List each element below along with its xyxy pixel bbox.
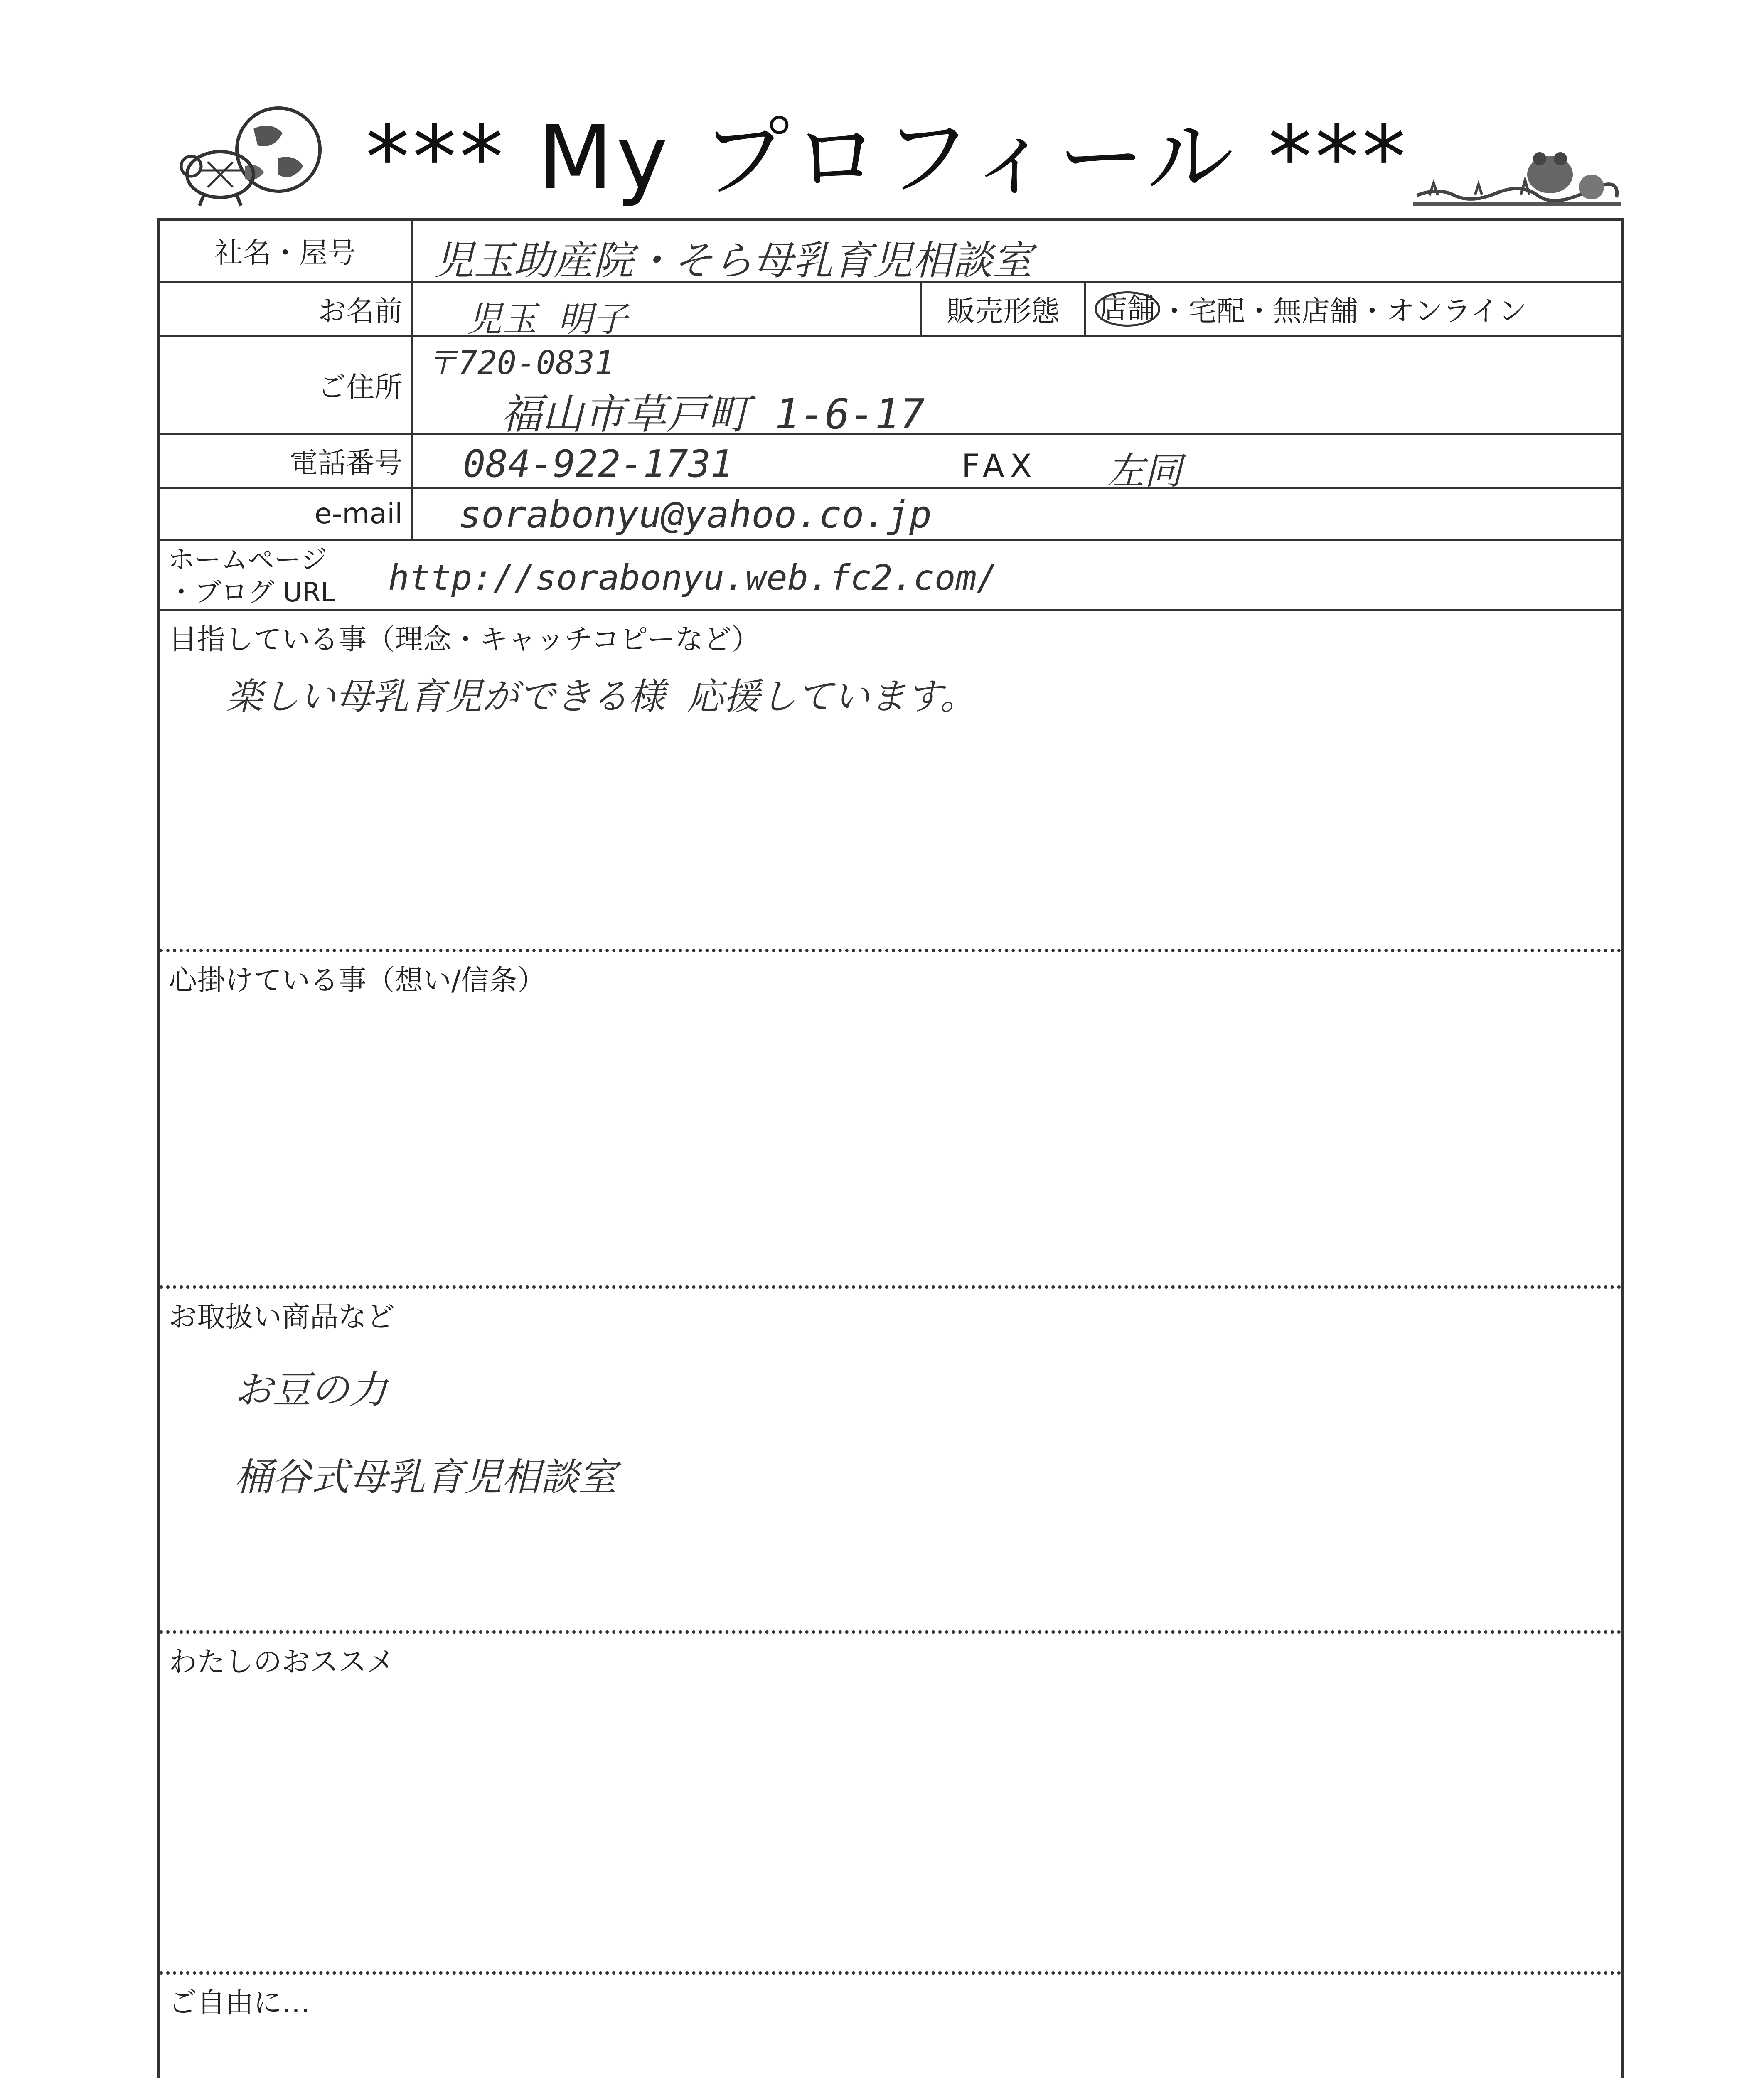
name-row [160,283,1621,340]
products-title: お取扱い商品など [169,1301,395,1334]
email-row [160,489,1621,541]
sales-type-options[interactable] [1095,283,1527,335]
homepage-row [160,541,1621,611]
mission-text[interactable]: 楽しい母乳育児ができる様 応援しています。 [226,675,977,718]
homepage-url[interactable]: http://sorabonyu.web.fc2.com/ [388,557,998,598]
name-value[interactable]: 児玉 明子 [467,299,628,340]
sales-type-label: 販売形態 [920,283,1086,335]
fax-value[interactable]: 左同 [1107,449,1182,493]
free-title: ご自由に… [169,1987,310,2019]
email-value[interactable]: sorabonyu@yahoo.co.jp [459,493,932,537]
recommend-section [160,1634,1621,1975]
belief-section [160,952,1621,1289]
address-value[interactable]: 福山市草戸町 1-6-17 [500,390,925,438]
fax-label: FAX [962,447,1038,484]
name-label: お名前 [160,283,413,335]
recommend-title: わたしのおススメ [169,1646,395,1679]
homepage-label-line2: ・ブログ URL [168,577,336,608]
homepage-label [160,541,413,609]
postal-code[interactable]: 〒720-0831 [426,345,614,382]
mission-section [160,611,1621,952]
products-section [160,1289,1621,1634]
belief-title: 心掛けている事（想い/信条） [169,964,546,997]
sales-option-store-selected[interactable]: 店舗 [1095,291,1160,327]
homepage-label-line1: ホームページ [168,545,327,576]
address-label: ご住所 [160,337,413,433]
phone-label: 電話番号 [160,435,413,487]
frog-grass-illustration [1413,137,1621,220]
sales-option-others[interactable]: ・宅配・無店舗・オンライン [1160,295,1527,328]
company-label: 社名・屋号 [160,221,413,281]
email-label: e-mail [160,489,413,539]
company-row [160,221,1621,283]
mission-title: 目指している事（理念・キャッチコピーなど） [169,623,760,656]
products-item-2[interactable]: 桶谷式母乳育児相談室 [234,1455,617,1499]
company-value[interactable]: 児玉助産院・そら母乳育児相談室 [434,237,1032,284]
address-row [160,337,1621,438]
page-title: *** My プロフィール *** [366,107,1409,209]
free-section [160,1975,1621,2078]
phone-value[interactable]: 084-922-1731 [463,442,733,486]
products-item-1[interactable]: お豆の力 [234,1368,388,1412]
turtle-globe-illustration [175,104,324,212]
profile-form [157,218,1624,2078]
phone-row [160,435,1621,493]
